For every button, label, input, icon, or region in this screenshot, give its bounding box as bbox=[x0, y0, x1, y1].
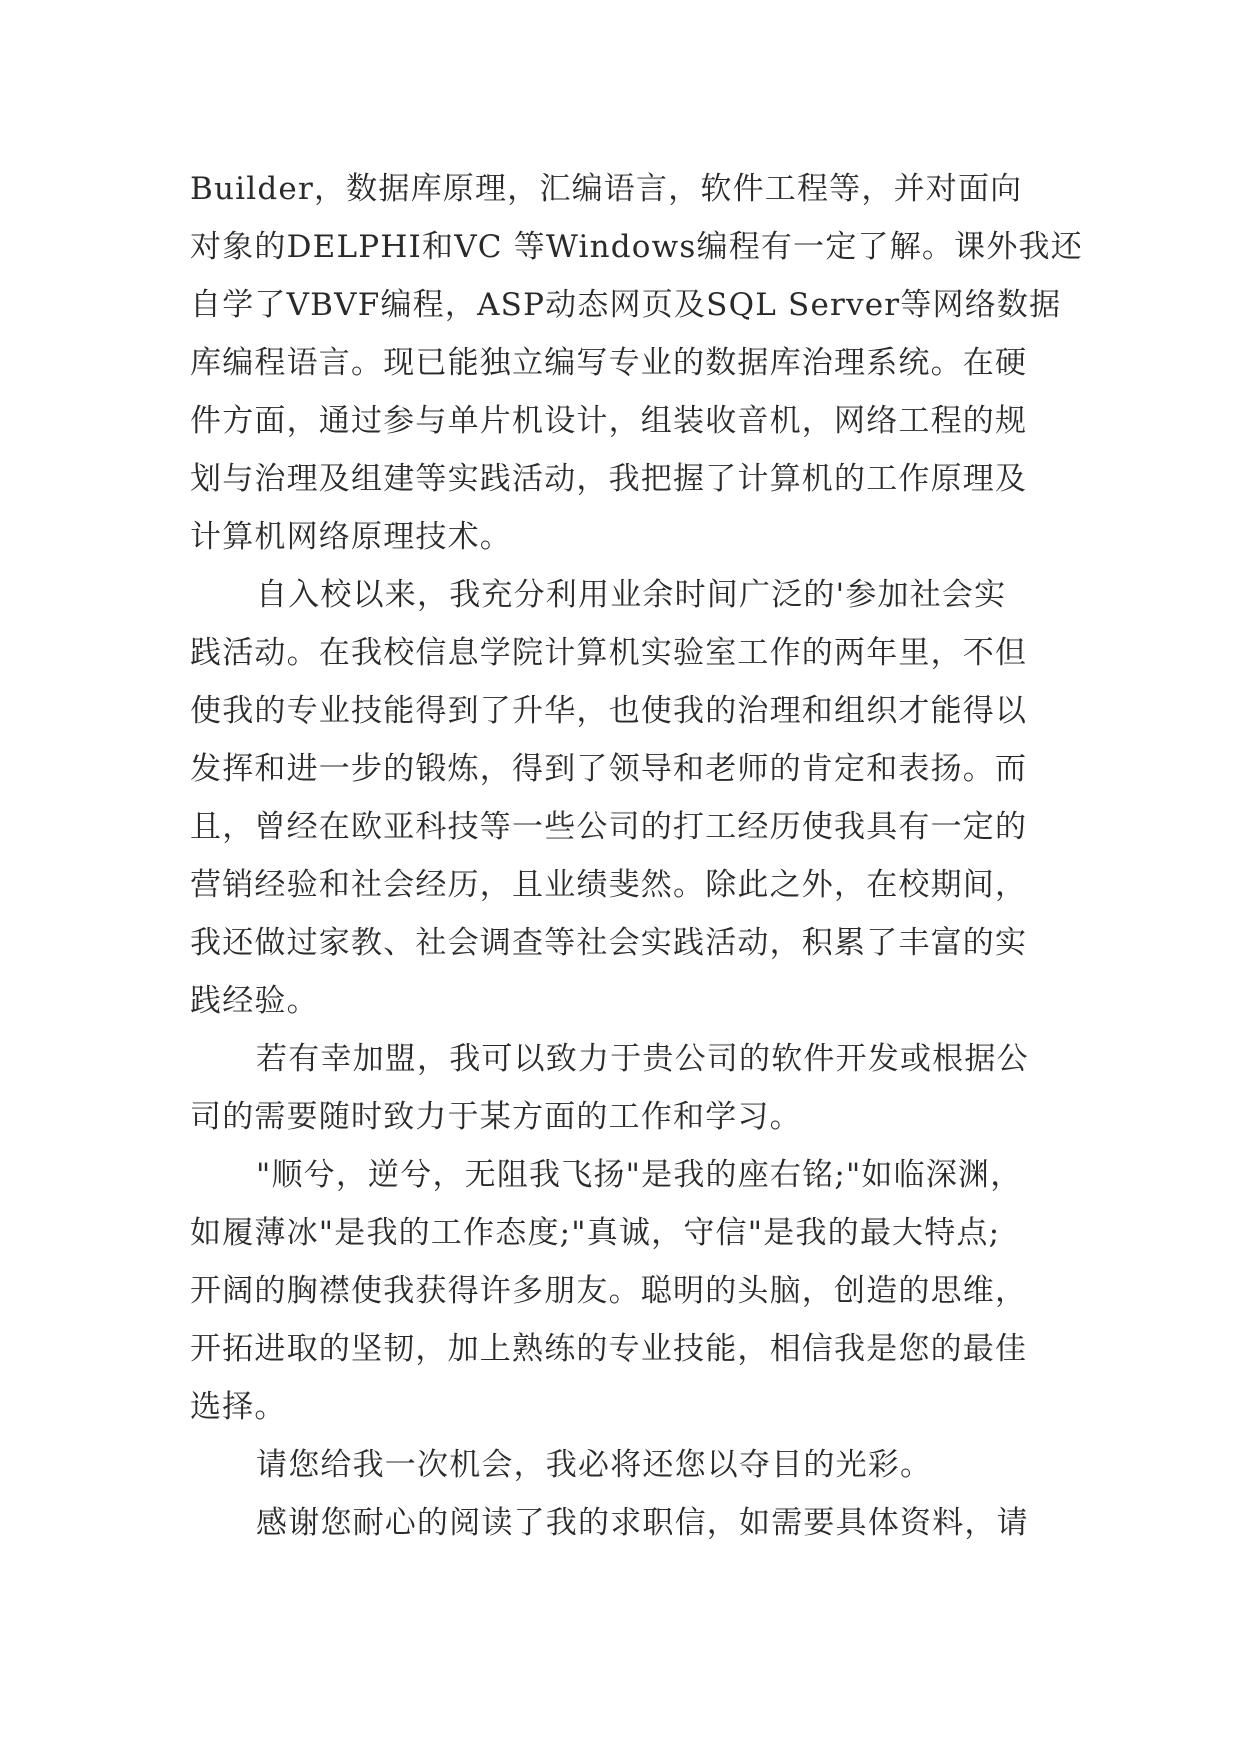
text-line: 选择。 bbox=[190, 1389, 287, 1425]
text-line: "顺兮，逆兮，无阻我飞扬"是我的座右铭;"如临深渊， bbox=[256, 1157, 1023, 1193]
text-line: 划与治理及组建等实践活动，我把握了计算机的工作原理及 bbox=[190, 461, 1028, 497]
text-line: 开阔的胸襟使我获得许多朋友。聪明的头脑，创造的思维， bbox=[190, 1273, 1028, 1309]
text-line: 件方面，通过参与单片机设计，组装收音机，网络工程的规 bbox=[190, 403, 1028, 439]
text-line: 我还做过家教、社会调查等社会实践活动，积累了丰富的实 bbox=[190, 925, 1028, 961]
text-line: Builder，数据库原理，汇编语言，软件工程等，并对面向 bbox=[190, 171, 1023, 207]
letter-body bbox=[190, 160, 1083, 1552]
text-line: 践经验。 bbox=[190, 983, 319, 1019]
text-line: 发挥和进一步的锻炼，得到了领导和老师的肯定和表扬。而 bbox=[190, 751, 1028, 787]
text-line: 自学了VBVF编程，ASP动态网页及SQL Server等网络数据 bbox=[190, 287, 1062, 323]
text-line: 如履薄冰"是我的工作态度;"真诚，守信"是我的最大特点; bbox=[190, 1215, 1001, 1251]
text-line: 感谢您耐心的阅读了我的求职信，如需要具体资料，请 bbox=[256, 1505, 1029, 1541]
text-line: 践活动。在我校信息学院计算机实验室工作的两年里，不但 bbox=[190, 635, 1028, 671]
text-line: 若有幸加盟，我可以致力于贵公司的软件开发或根据公 bbox=[256, 1041, 1029, 1077]
text-line: 开拓进取的坚韧，加上熟练的专业技能，相信我是您的最佳 bbox=[190, 1331, 1028, 1367]
text-line: 计算机网络原理技术。 bbox=[190, 519, 512, 555]
text-line: 营销经验和社会经历，且业绩斐然。除此之外，在校期间， bbox=[190, 867, 1028, 903]
text-line: 自入校以来，我充分利用业余时间广泛的'参加社会实 bbox=[256, 577, 1007, 613]
text-line: 使我的专业技能得到了升华，也使我的治理和组织才能得以 bbox=[190, 693, 1028, 729]
text-line: 对象的DELPHI和VC 等Windows编程有一定了解。课外我还 bbox=[190, 229, 1083, 265]
text-line: 且，曾经在欧亚科技等一些公司的打工经历使我具有一定的 bbox=[190, 809, 1028, 845]
text-line: 库编程语言。现已能独立编写专业的数据库治理系统。在硬 bbox=[190, 345, 1028, 381]
text-line: 司的需要随时致力于某方面的工作和学习。 bbox=[190, 1099, 802, 1135]
text-line: 请您给我一次机会，我必将还您以夺目的光彩。 bbox=[256, 1447, 933, 1483]
